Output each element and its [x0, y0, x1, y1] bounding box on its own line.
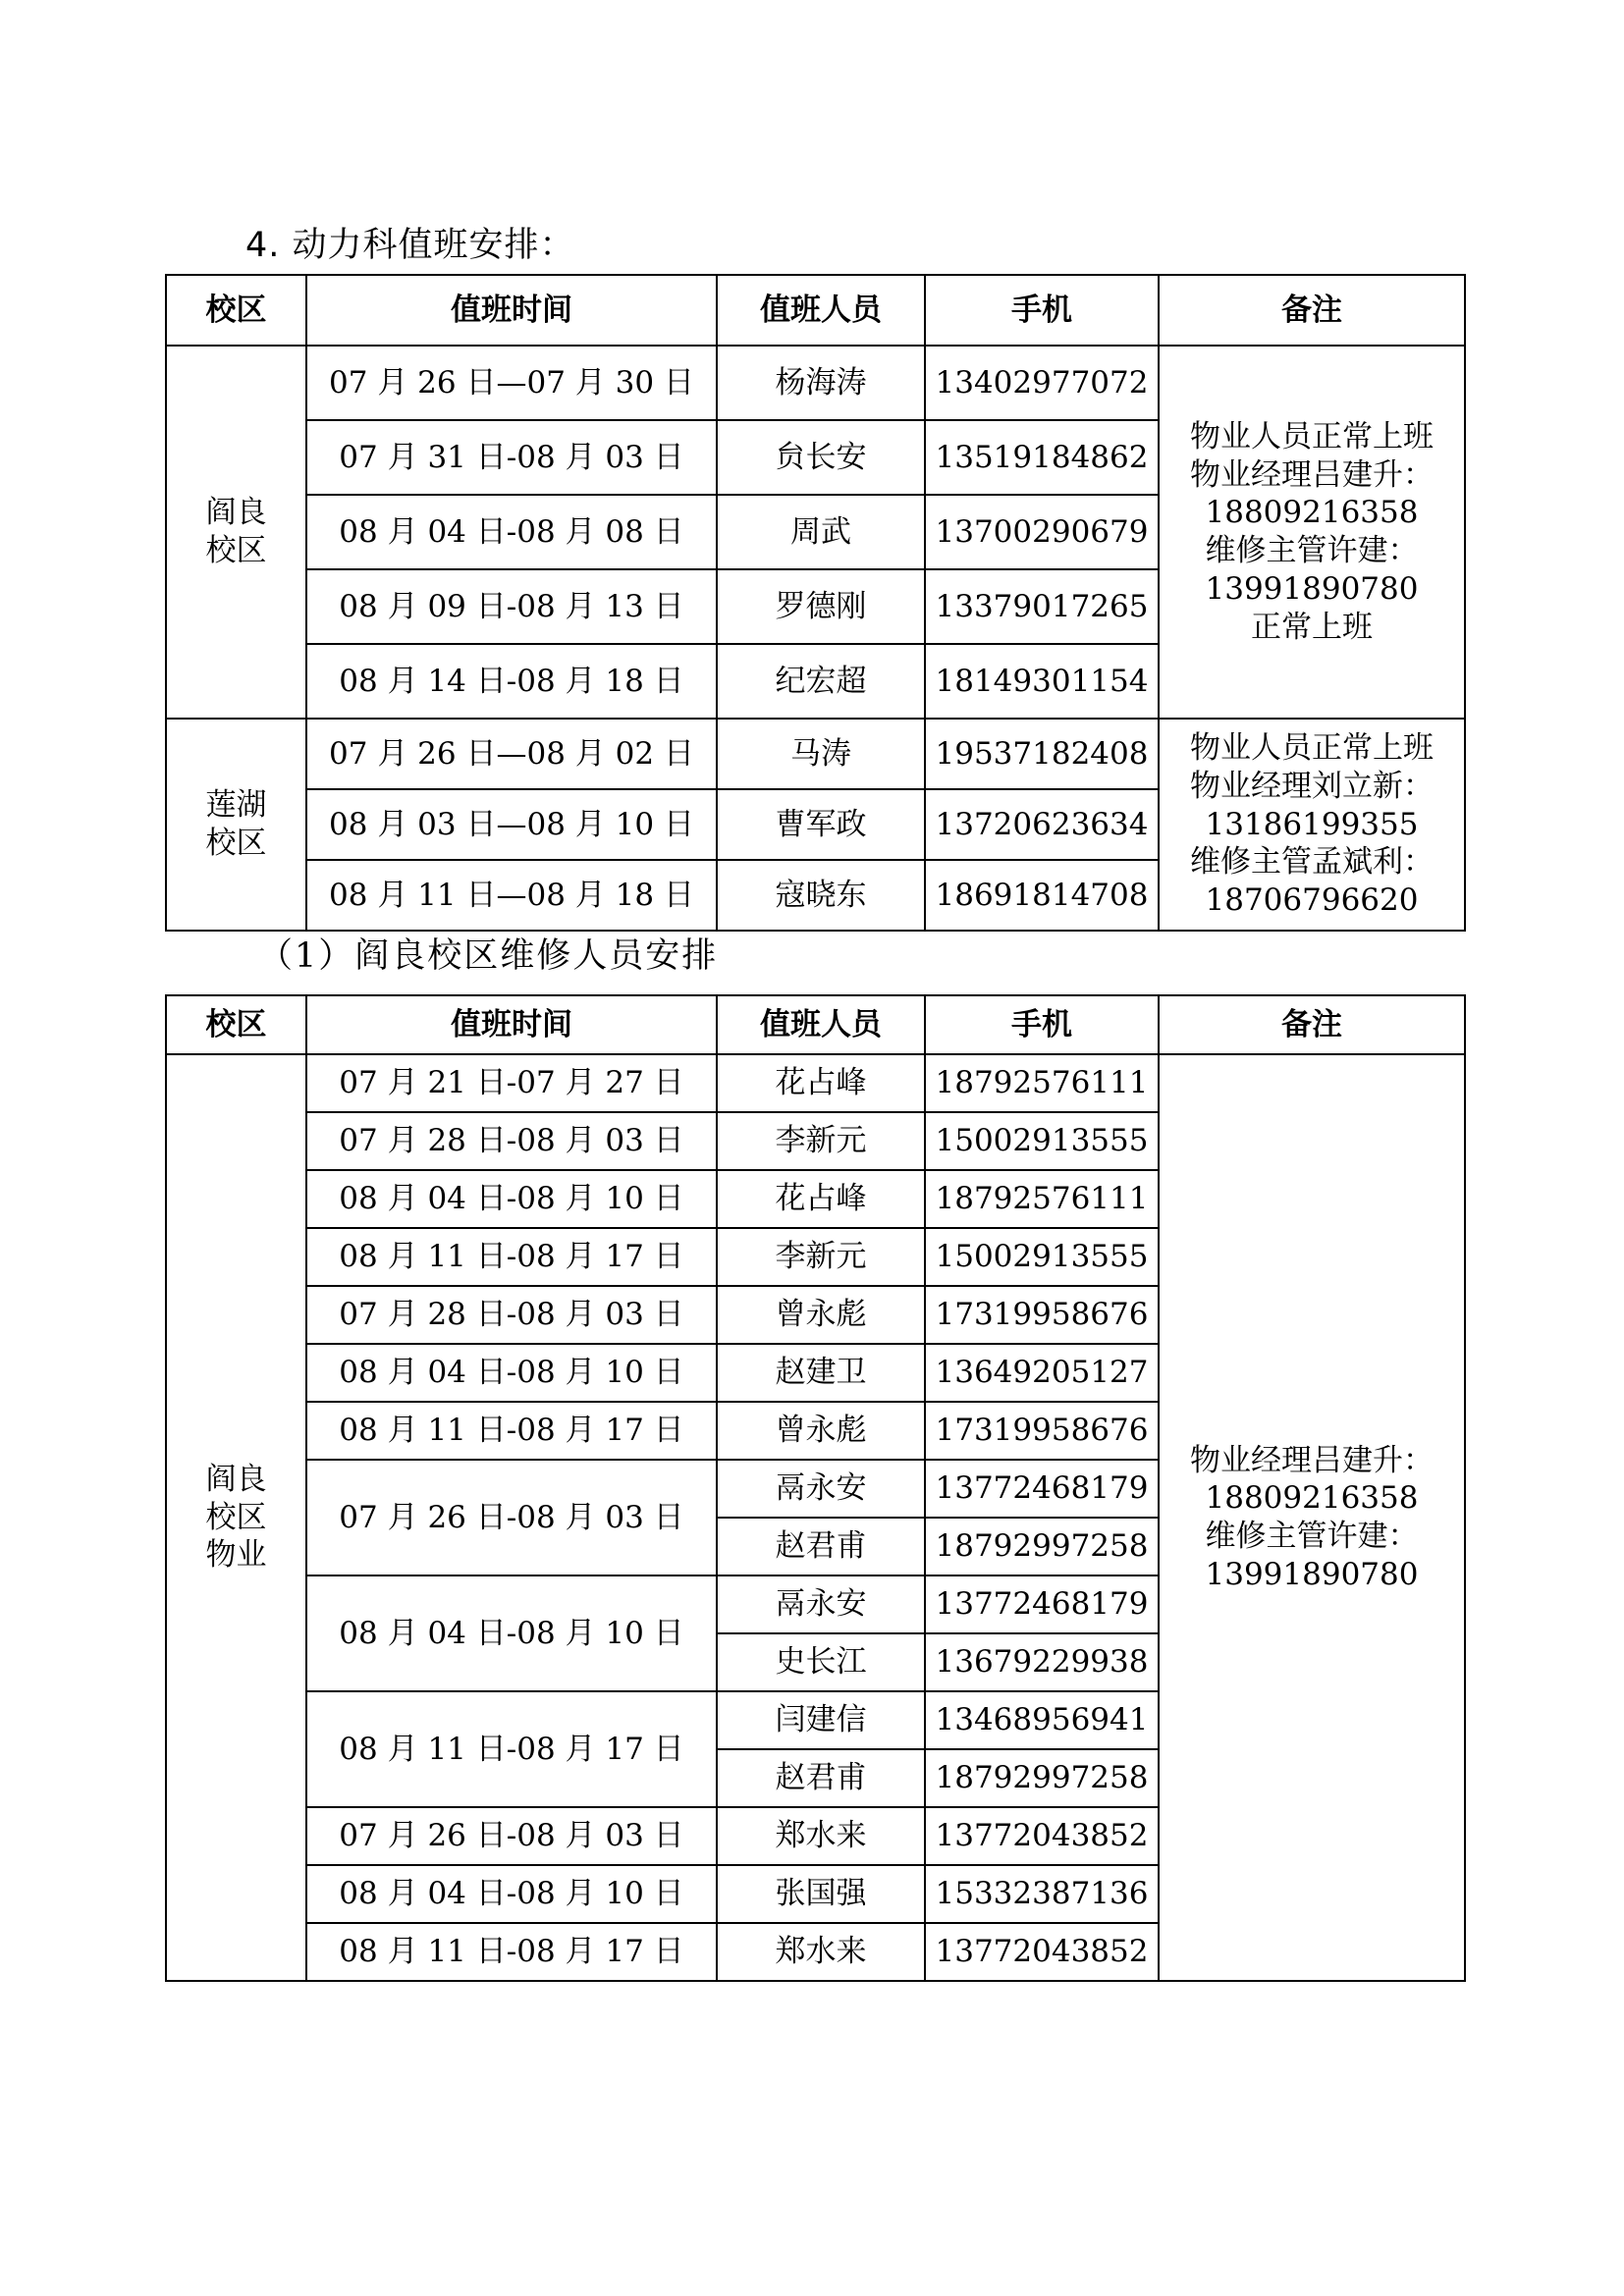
- campus-name-line: 阎良: [205, 1461, 267, 1497]
- duty-phone: 13772468179: [925, 1460, 1159, 1518]
- note-cell: [1159, 1054, 1465, 1981]
- note-line: 维修主管许建：: [1205, 1519, 1419, 1554]
- duty-phone: 13402977072: [925, 346, 1159, 420]
- duty-phone: 13649205127: [925, 1344, 1159, 1402]
- section-heading: 4. 动力科值班安排：: [245, 226, 575, 265]
- duty-phone: 13468956941: [925, 1691, 1159, 1749]
- duty-phone: 18792997258: [925, 1518, 1159, 1575]
- note-cell: [1159, 346, 1465, 719]
- duty-person: 纪宏超: [717, 644, 925, 719]
- duty-person: 鬲永安: [717, 1575, 925, 1633]
- note-line: 13991890780: [1205, 570, 1419, 607]
- campus-cell: [166, 1054, 306, 1981]
- duty-phone: 15002913555: [925, 1228, 1159, 1286]
- duty-person: 赵建卫: [717, 1344, 925, 1402]
- note-line: 正常上班: [1251, 609, 1373, 645]
- duty-phone: 17319958676: [925, 1402, 1159, 1460]
- table-row: [166, 719, 1465, 789]
- note-line: 18809216358: [1205, 1480, 1419, 1517]
- duty-person: 马涛: [717, 719, 925, 789]
- duty-time: 08 月 03 日—08 月 10 日: [306, 789, 717, 860]
- duty-time: 07 月 21 日-07 月 27 日: [306, 1054, 717, 1112]
- duty-time: 07 月 26 日—08 月 02 日: [306, 719, 717, 789]
- duty-person: 闫建信: [717, 1691, 925, 1749]
- note-cell: [1159, 719, 1465, 931]
- duty-phone: 15002913555: [925, 1112, 1159, 1170]
- duty-time: 08 月 11 日-08 月 17 日: [306, 1228, 717, 1286]
- campus-name-line: 校区: [205, 533, 267, 568]
- duty-time: 08 月 11 日—08 月 18 日: [306, 860, 717, 931]
- duty-time: 07 月 28 日-08 月 03 日: [306, 1112, 717, 1170]
- duty-person: 寇晓东: [717, 860, 925, 931]
- duty-person: 花占峰: [717, 1054, 925, 1112]
- duty-person: 李新元: [717, 1228, 925, 1286]
- note-line: 维修主管许建：: [1205, 533, 1419, 568]
- duty-person: 赵君甫: [717, 1749, 925, 1807]
- header-note: 备注: [1159, 275, 1465, 346]
- duty-phone: 13772043852: [925, 1807, 1159, 1865]
- subsection-heading: （1）阎良校区维修人员安排: [258, 936, 719, 976]
- table-row: [166, 1054, 1465, 1112]
- duty-person: 史长江: [717, 1633, 925, 1691]
- table-header-row: [166, 995, 1465, 1054]
- header-time: 值班时间: [306, 995, 717, 1054]
- duty-schedule-table: [165, 274, 1466, 932]
- duty-phone: 13519184862: [925, 420, 1159, 495]
- note-line: 18706796620: [1205, 882, 1419, 919]
- duty-time: 08 月 04 日-08 月 10 日: [306, 1344, 717, 1402]
- campus-name-line: 物业: [205, 1537, 267, 1574]
- duty-phone: 18792997258: [925, 1749, 1159, 1807]
- duty-time: 07 月 31 日-08 月 03 日: [306, 420, 717, 495]
- duty-phone: 13772043852: [925, 1923, 1159, 1981]
- duty-time: 08 月 09 日-08 月 13 日: [306, 569, 717, 644]
- duty-person: 张国强: [717, 1865, 925, 1923]
- duty-phone: 13772468179: [925, 1575, 1159, 1633]
- duty-time: 08 月 04 日-08 月 10 日: [306, 1575, 717, 1691]
- duty-person: 郑水来: [717, 1923, 925, 1981]
- note-line: 物业经理吕建升：: [1190, 1442, 1434, 1478]
- duty-phone: 19537182408: [925, 719, 1159, 789]
- maintenance-schedule-table: [165, 994, 1466, 1982]
- duty-person: 鬲永安: [717, 1460, 925, 1518]
- note-line: 物业人员正常上班: [1190, 730, 1434, 767]
- table-row: [166, 346, 1465, 420]
- note-line: 物业人员正常上班: [1190, 418, 1434, 454]
- note-line: 维修主管孟斌利：: [1190, 844, 1434, 881]
- duty-phone: 18691814708: [925, 860, 1159, 931]
- duty-time: 08 月 11 日-08 月 17 日: [306, 1923, 717, 1981]
- duty-phone: 18792576111: [925, 1170, 1159, 1228]
- duty-time: 07 月 26 日-08 月 03 日: [306, 1460, 717, 1575]
- duty-phone: 15332387136: [925, 1865, 1159, 1923]
- duty-person: 曾永彪: [717, 1286, 925, 1344]
- note-line: 13186199355: [1205, 806, 1419, 842]
- duty-phone: 18149301154: [925, 644, 1159, 719]
- header-campus: 校区: [166, 995, 306, 1054]
- header-phone: 手机: [925, 995, 1159, 1054]
- note-line: 物业经理刘立新：: [1190, 768, 1434, 804]
- duty-phone: 13700290679: [925, 495, 1159, 569]
- duty-time: 07 月 26 日-08 月 03 日: [306, 1807, 717, 1865]
- duty-person: 周武: [717, 495, 925, 569]
- duty-person: 罗德刚: [717, 569, 925, 644]
- campus-name-line: 校区: [205, 826, 267, 861]
- duty-person: 赵君甫: [717, 1518, 925, 1575]
- campus-cell: [166, 719, 306, 931]
- header-person: 值班人员: [717, 995, 925, 1054]
- campus-name-line: 莲湖: [205, 787, 267, 824]
- duty-time: 08 月 14 日-08 月 18 日: [306, 644, 717, 719]
- note-line: 13991890780: [1205, 1556, 1419, 1592]
- duty-time: 07 月 28 日-08 月 03 日: [306, 1286, 717, 1344]
- duty-person: 郑水来: [717, 1807, 925, 1865]
- duty-phone: 13720623634: [925, 789, 1159, 860]
- campus-cell: [166, 346, 306, 719]
- header-time: 值班时间: [306, 275, 717, 346]
- note-line: 物业经理吕建升：: [1190, 456, 1434, 493]
- duty-person: 李新元: [717, 1112, 925, 1170]
- duty-person: 贠长安: [717, 420, 925, 495]
- duty-person: 杨海涛: [717, 346, 925, 420]
- duty-time: 07 月 26 日—07 月 30 日: [306, 346, 717, 420]
- duty-time: 08 月 11 日-08 月 17 日: [306, 1402, 717, 1460]
- header-person: 值班人员: [717, 275, 925, 346]
- duty-time: 08 月 04 日-08 月 08 日: [306, 495, 717, 569]
- note-line: 18809216358: [1205, 495, 1419, 531]
- campus-name-line: 阎良: [205, 495, 267, 531]
- table-header-row: [166, 275, 1465, 346]
- duty-person: 曹军政: [717, 789, 925, 860]
- duty-time: 08 月 11 日-08 月 17 日: [306, 1691, 717, 1807]
- duty-phone: 18792576111: [925, 1054, 1159, 1112]
- header-phone: 手机: [925, 275, 1159, 346]
- duty-phone: 13679229938: [925, 1633, 1159, 1691]
- duty-phone: 17319958676: [925, 1286, 1159, 1344]
- duty-person: 曾永彪: [717, 1402, 925, 1460]
- duty-person: 花占峰: [717, 1170, 925, 1228]
- duty-time: 08 月 04 日-08 月 10 日: [306, 1170, 717, 1228]
- campus-name-line: 校区: [205, 1499, 267, 1535]
- header-campus: 校区: [166, 275, 306, 346]
- duty-phone: 13379017265: [925, 569, 1159, 644]
- header-note: 备注: [1159, 995, 1465, 1054]
- duty-time: 08 月 04 日-08 月 10 日: [306, 1865, 717, 1923]
